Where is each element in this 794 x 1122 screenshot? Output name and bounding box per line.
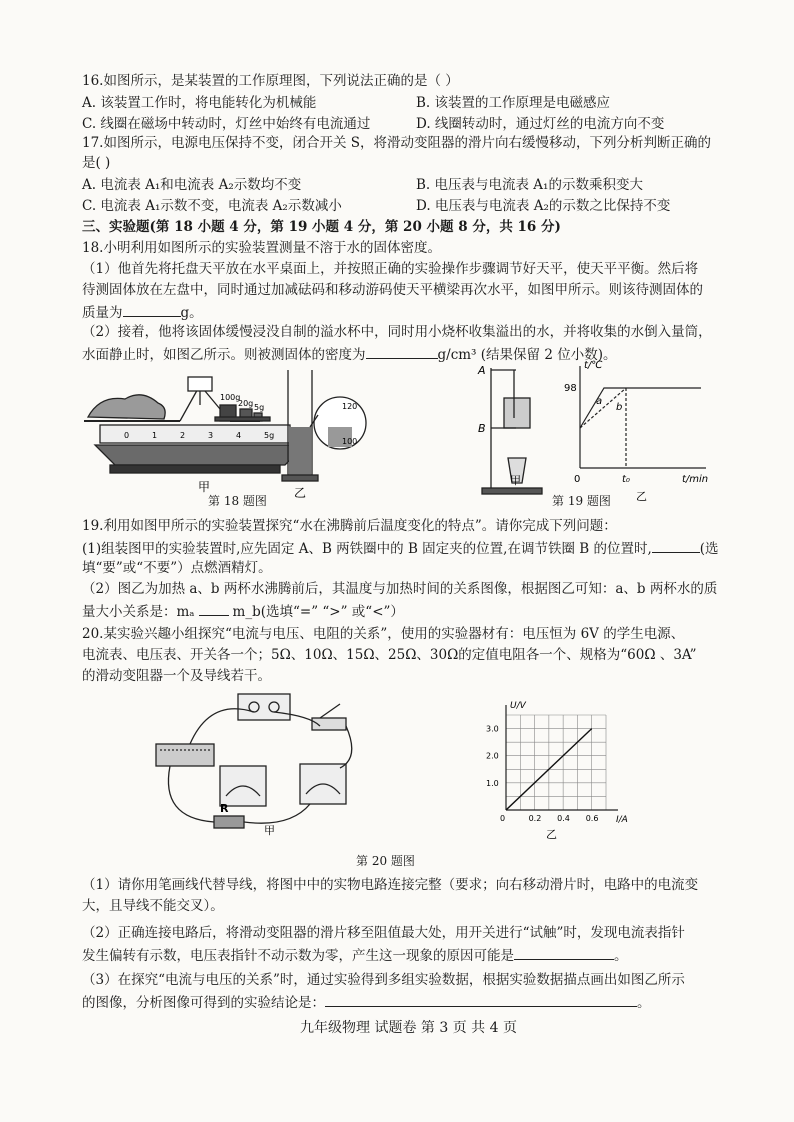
q20-part3-text: 的图像，分析图像可得到的实验结论是： — [82, 995, 325, 1011]
q16-option-c: C. 线圈在磁场中转动时，灯丝中始终有电流通过 — [82, 116, 371, 132]
chart-y-tick-label: 2.0 — [486, 751, 499, 761]
chart-x-tick-label: 0.6 — [585, 814, 599, 823]
fig20-label-jia: 甲 — [264, 824, 275, 837]
q20-part3-a: （3）在探究“电流与电压的关系”时，通过实验得到多组实验数据，根据实验数据描点画出如图乙所示 — [82, 972, 685, 988]
curve-b-label: b — [616, 402, 623, 413]
q19-part1-text: (1)组装图甲的实验装置时,应先固定 A、B 两铁圈中的 B 固定夹的位置,在调节铁圈 B 的位置时, — [82, 541, 652, 557]
scale-tick-label: 2 — [180, 431, 186, 440]
fig19-label-jia: 甲 — [510, 474, 521, 487]
scale-tick-label: 3 — [208, 431, 214, 440]
label-b-ring: B — [478, 422, 486, 435]
q20-part2-b — [82, 945, 628, 965]
fig20-ui-chart — [476, 700, 626, 840]
fig18-caption: 第 18 题图 — [208, 494, 267, 508]
resistor-label: R — [220, 802, 229, 815]
graph-y98: 98 — [564, 383, 577, 394]
chart-xlabel: I/A — [616, 815, 628, 825]
q20-part2-a: （2）正确连接电路后，将滑动变阻器的滑片移至阻值最大处，用开关进行“试触”时，发现电流表指针 — [82, 925, 685, 941]
q20-part3-end: 。 — [637, 995, 651, 1011]
q18-density-blank[interactable] — [366, 344, 438, 359]
q19-part1-suffix: (选 — [699, 541, 719, 557]
q18-part1-a: （1）他首先将托盘天平放在水平桌面上，并按照正确的实验操作步骤调节好天平，使天平平衡。然后将 — [82, 261, 699, 277]
scale-tick-label: 4 — [236, 431, 242, 440]
q17-stem-1: 17.如图所示，电源电压保持不变，闭合开关 S，将滑动变阻器的滑片向右缓慢移动，下列分析判断正确的 — [82, 135, 712, 151]
fig19-label-yi: 乙 — [636, 490, 647, 503]
q20-part3-b — [82, 992, 651, 1012]
fig20-caption: 第 20 题图 — [356, 854, 415, 868]
temperature-graph — [580, 366, 706, 468]
weight-label: 20g — [238, 399, 254, 408]
rheostat — [156, 744, 214, 766]
q20-stem-2: 电流表、电压表、开关各一个；5Ω、10Ω、15Ω、25Ω、30Ω的定值电阻各一个、规格为“60Ω 、3A” — [82, 647, 697, 663]
q20-part1-a: （1）请你用笔画线代替导线，将图中中的实物电路连接完整（要求；向右移动滑片时，电路中的电流变 — [82, 877, 699, 893]
fig18-label-yi: 乙 — [294, 486, 307, 500]
q20-part2-end: 。 — [614, 948, 628, 964]
graph-origin: 0 — [574, 474, 581, 485]
q17-option-d: D. 电压表与电流表 A₂的示数之比保持不变 — [416, 198, 671, 214]
q19-fire-blank[interactable] — [652, 538, 700, 553]
cylinder-tick-label: 120 — [342, 402, 358, 411]
graph-ylabel: t/℃ — [584, 360, 603, 371]
scale-tick-label: 5g — [264, 431, 275, 440]
fig19-caption: 第 19 题图 — [552, 494, 611, 508]
q18-part1-c — [82, 302, 203, 322]
label-a-ring: A — [478, 364, 486, 377]
q18-stem: 18.小明利用如图所示的实验装置测量不溶于水的固体密度。 — [82, 240, 441, 256]
q19-compare-blank[interactable] — [199, 601, 229, 616]
fig19-figure — [476, 358, 716, 503]
q16-option-d: D. 线圈转动时，通过灯丝的电流方向不变 — [416, 116, 665, 132]
q19-part1-b: 填“要”或“不要”）点燃酒精灯。 — [82, 560, 272, 576]
q17-option-a: A. 电流表 A₁和电流表 A₂示数均不变 — [82, 177, 302, 193]
graph-t0: t₀ — [622, 474, 630, 485]
q19-part1-a — [82, 538, 719, 558]
q20-part2-text: 发生偏转有示数，电压表指针不动示数为零，产生这一现象的原因可能是 — [82, 948, 514, 964]
q19-part2-a: （2）图乙为加热 a、b 两杯水沸腾前后，其温度与加热时间的关系图像，根据图乙可知：a、b 两杯水的质 — [82, 581, 718, 597]
ammeter — [220, 766, 266, 806]
q19-mass-prefix: 量大小关系是：mₐ — [82, 604, 195, 620]
fig18-figure — [80, 365, 370, 500]
voltmeter — [300, 764, 346, 804]
q20-conclusion-blank[interactable] — [325, 992, 637, 1007]
q16-option-a: A. 该装置工作时，将电能转化为机械能 — [82, 95, 317, 111]
q19-mass-suffix: m_b(选填“=” “>” 或“<”） — [232, 604, 404, 620]
q16-option-b: B. 该装置的工作原理是电磁感应 — [416, 95, 611, 111]
measuring-cylinder — [282, 370, 366, 481]
chart-y-tick-label: 1.0 — [486, 778, 499, 788]
page-footer: 九年级物理 试题卷 第 3 页 共 4 页 — [300, 1020, 517, 1036]
chart-ticks — [486, 725, 598, 823]
chart-y-tick-label: 3.0 — [486, 724, 499, 734]
balance-illustration — [84, 377, 305, 473]
fig20-circuit — [150, 688, 370, 838]
q18-part1-b: 待测固体放在左盘中，同时通过加减砝码和移动游码使天平横梁再次水平，如图甲所示。则该待测固体的 — [82, 282, 703, 298]
chart-x-tick-label: 0 — [500, 814, 506, 823]
q20-part1-b: 大，且导线不能交叉）。 — [82, 898, 224, 914]
section-heading: 三、实验题(第 18 小题 4 分，第 19 小题 4 分，第 20 小题 8 分，共 16 分) — [82, 219, 561, 235]
q18-mass-blank[interactable] — [123, 302, 181, 317]
q18-mass-prefix: 质量为 — [82, 305, 123, 321]
weight-label: 5g — [254, 403, 265, 412]
scale-tick-label: 0 — [124, 431, 130, 440]
weight-label: 100g — [220, 393, 241, 402]
q19-stem: 19.利用如图甲所示的实验装置探究“水在沸腾前后温度变化的特点”。请你完成下列问题： — [82, 518, 617, 534]
q17-option-b: B. 电压表与电流表 A₁的示数乘积变大 — [416, 177, 643, 193]
chart-ylabel: U/V — [510, 701, 526, 711]
power-supply — [238, 694, 290, 720]
q20-stem-1: 20.某实验兴趣小组探究“电流与电压、电阻的关系”，使用的实验器材有：电压恒为 6V 的学生电源、 — [82, 626, 685, 642]
chart-x-tick-label: 0.4 — [557, 814, 570, 823]
chart-x-tick-label: 0.2 — [528, 814, 542, 823]
fig20-label-yi: 乙 — [546, 828, 557, 841]
q18-density-prefix: 水面静止时，如图乙所示。则被测固体的密度为 — [82, 347, 366, 363]
q20-stem-3: 的滑动变阻器一个及导线若干。 — [82, 668, 271, 684]
scale-tick-label: 1 — [152, 431, 158, 440]
q19-part2-b — [82, 601, 404, 621]
cylinder-tick-label: 100 — [342, 437, 358, 446]
graph-xlabel: t/min — [682, 474, 709, 485]
q20-reason-blank[interactable] — [514, 945, 614, 960]
q16-stem: 16.如图所示，是某装置的工作原理图，下列说法正确的是（ ） — [82, 73, 459, 89]
q17-option-c: C. 电流表 A₁示数不变，电流表 A₂示数减小 — [82, 198, 342, 214]
q17-stem-2: 是( ) — [82, 155, 111, 171]
q18-part2-a: （2）接着，他将该固体缓慢浸没自制的溢水杯中，同时用小烧杯收集溢出的水，并将收集的水倒入量筒， — [82, 324, 712, 340]
curve-a-label: a — [596, 396, 603, 407]
q18-mass-unit: g。 — [180, 305, 203, 321]
switch — [312, 704, 346, 730]
fig18-label-jia: 甲 — [198, 480, 211, 494]
fixed-resistor — [214, 816, 244, 828]
q18-density-unit: g/cm³ (结果保留 2 位小数)。 — [437, 347, 617, 363]
